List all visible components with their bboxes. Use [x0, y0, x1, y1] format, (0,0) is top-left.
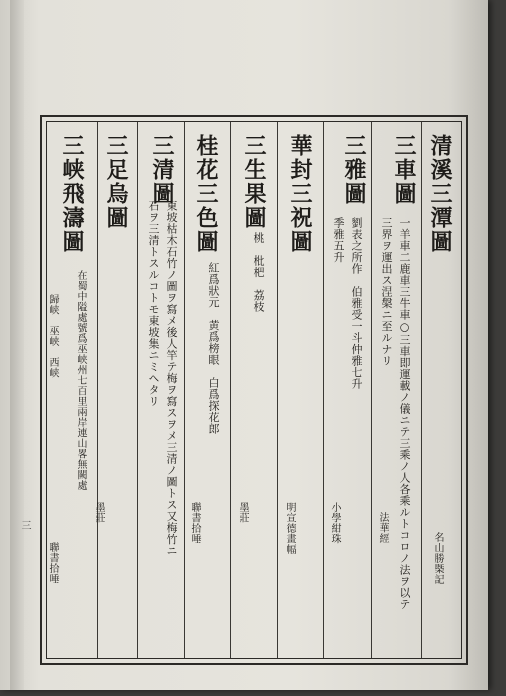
note-xiafei-2: 歸峡 巫峡 西峡 [47, 294, 58, 378]
title-xiafei: 三峡飛濤圖 [59, 134, 85, 254]
note-shengguo-1: 桃 枇杷 荔枝 [252, 232, 265, 313]
column-divider [97, 122, 98, 658]
frame-inner-border [46, 121, 462, 659]
source-zuniao: 墨莊 [93, 502, 104, 523]
title-yatu: 三雅圖 [341, 134, 367, 206]
title-guihua: 桂花三色圖 [193, 134, 219, 254]
column-divider [184, 122, 185, 658]
illustration-index-frame [40, 115, 468, 665]
source-chetu: 法華經 [377, 512, 388, 544]
page-gutter [10, 0, 24, 690]
title-shengguo: 三生果圖 [241, 134, 267, 230]
note-yatu-2: 季雅五升 [332, 217, 345, 263]
title-zuniao: 三足烏圖 [103, 134, 129, 230]
source-huafeng: 明宣德畫幅 [284, 502, 295, 555]
source-shengguo: 墨莊 [237, 502, 248, 523]
column-divider [277, 122, 278, 658]
note-chetu-1: 一羊車二鹿車三牛車○三車即運載ノ儀ニテ三乘ノ人各乘ルトコロノ法ヲ以テ [398, 217, 411, 610]
title-qingtu: 三清圖 [149, 134, 175, 206]
column-divider [323, 122, 324, 658]
note-xiafei-1: 在蜀中隘處號爲巫峡州七百里兩岸連山畧無闕處 [75, 270, 86, 491]
source-xiafei: 聯書拾唾 [47, 542, 58, 584]
note-qingtu-2: 石ヲ三清トスルコトモ東坡集ニミヘタリ [147, 200, 160, 407]
note-guihua-1: 紅爲狀元 黄爲榜眼 白爲探花郎 [207, 262, 220, 435]
title-chetu: 三車圖 [391, 134, 417, 206]
note-qingtu-1: 東坡枯木石竹ノ圖ヲ寫メ後人竿テ梅ヲ寫スヲメ三清ノ圖トス又梅竹ニ [165, 200, 178, 557]
column-divider [371, 122, 372, 658]
title-huafeng: 華封三祝圖 [287, 134, 313, 254]
column-divider [230, 122, 231, 658]
source-qingxi: 名山勝槩記 [432, 532, 443, 585]
source-qingtu: 聯書拾唾 [189, 502, 200, 544]
title-qingxi: 清溪三潭圖 [427, 134, 453, 254]
column-divider [421, 122, 422, 658]
note-chetu-2: 三界ヲ運出ス涅槃ニ至ルナリ [380, 217, 393, 367]
column-divider [137, 122, 138, 658]
page-side-mark: 三 [19, 520, 30, 530]
source-yatu: 小學紺珠 [329, 502, 340, 544]
note-yatu-1: 劉表之所作 伯雅受一斗仲雅七升 [350, 217, 363, 390]
